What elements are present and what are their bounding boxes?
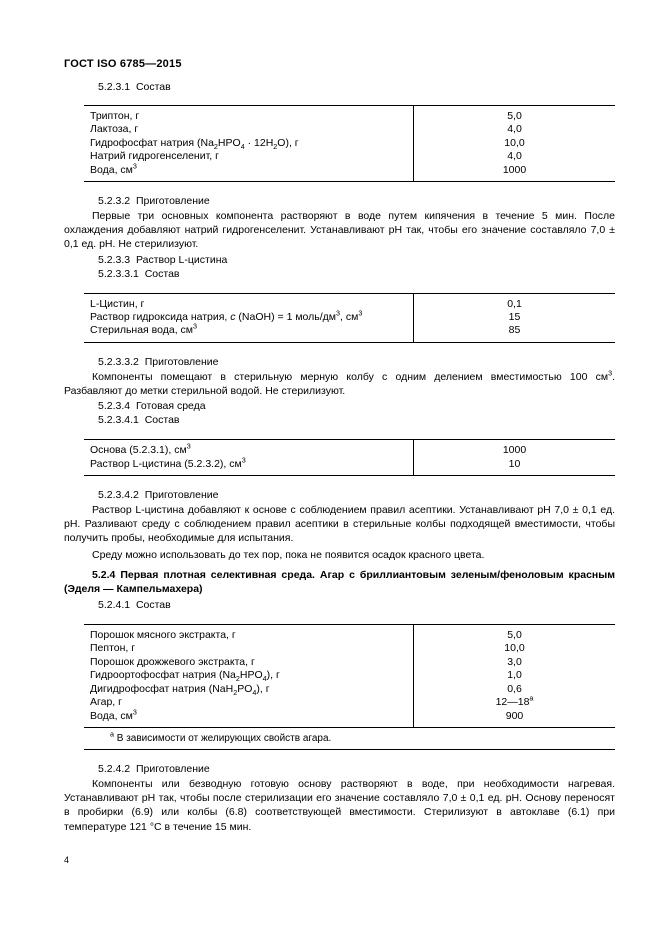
heading-5-2-4: 5.2.4 Первая плотная селективная среда. Агар с бриллиантовым зеленым/феноловым красным (Эделя — Кампельмахера) <box>64 568 615 596</box>
table-row: Дигидрофосфат натрия $(NaH_2PO_4)$, г <box>90 682 270 697</box>
table-row: Гидрофосфат натрия $(Na_2HPO_4 \cdot 12H_2O)$, г <box>90 136 299 151</box>
table-value: 0,1 <box>507 297 522 310</box>
table-row: Гидроортофосфат натрия $(Na_2HPO_4)$, г <box>90 669 280 684</box>
clause-5-2-3-4-1: 5.2.3.4.1 Состав <box>98 414 180 427</box>
page-content <box>64 0 615 834</box>
table-value: 900 <box>505 709 524 722</box>
paragraph-5-2-3-4-2-a: Раствор L-цистина добавляют к основе с соблюдением правил асептики. Устанавливают рН 7,0 ± 0,1 ед. рН. Разливают среду с соблюдением правил асептики в стерильные колбы подходящей вместимости, чтобы получить пробы, необходимые для испытания. <box>64 504 615 545</box>
table-value: 1,0 <box>507 669 522 682</box>
table-value: 1000 <box>502 444 527 457</box>
clause-5-2-3-3-2: 5.2.3.3.2 Приготовление <box>98 355 219 368</box>
table-row: Раствор гидроксида натрия, с (NaOH) = 1 моль/$дм^3$, $см^3$ <box>90 308 363 324</box>
table-value: 4,0 <box>507 123 522 136</box>
paragraph-5-2-4-2: Компоненты или безводную готовую основу растворяют в воде, при необходимости нагревая. Устанавливают рН так, чтобы после стерилизации его значение составляло 7,0 ± 0,1 ед. рН. Основу переносят в пробирки (6.9) или колбы (6.8) соответствующей вместимости. Стерилизуют в автоклаве (6.1) при температуре 121 °С в течение 15 мин. <box>64 777 615 833</box>
table-value: 10,0 <box>504 136 525 149</box>
table-values-column <box>414 625 615 727</box>
table-row: Натрий гидрогенселенит, г <box>90 150 219 163</box>
table-row: Агар, г <box>90 696 122 709</box>
table-row: Вода, $см^3$ <box>90 707 137 722</box>
clause-5-2-3-3-1: 5.2.3.3.1 Состав <box>98 267 180 280</box>
table-value-agar: $12—18^а$ <box>495 693 534 709</box>
table-value: 3,0 <box>507 655 522 668</box>
composition-table-5-2-3-1 <box>84 105 615 182</box>
table-values-column <box>414 106 615 181</box>
paragraph-5-2-3-3-2: Компоненты помещают в стерильную мерную колбу с одним делением вместимостью 100 $см^3$. Разбавляют до метки стерильной водой. Не стерилизуют. <box>64 368 615 398</box>
paragraph-5-2-3-2: Первые три основных компонента растворяют в воде путем кипячения в течение 5 мин. После охлаждения добавляют натрий гидрогенселенит. Устанавливают рН так, чтобы его значение составляло 7,0 ± 0,1 ед. рН. Не стерилизуют. <box>64 210 615 251</box>
table-row: Вода, $см^3$ <box>90 161 137 176</box>
table-value: 0,6 <box>507 682 522 695</box>
table-names-column <box>84 294 414 342</box>
table-names-column <box>84 625 414 727</box>
clause-5-2-3-2: 5.2.3.2 Приготовление <box>98 195 210 208</box>
table-names-column <box>84 106 414 181</box>
table-value: 15 <box>508 311 521 324</box>
table-values-column <box>414 294 615 342</box>
table-names-column <box>84 440 414 475</box>
page-number: 4 <box>64 855 70 865</box>
composition-table-5-2-3-3-1 <box>84 293 615 343</box>
table-value: 5,0 <box>507 629 522 642</box>
table-row: Триптон, г <box>90 110 140 122</box>
table-value: 85 <box>508 324 521 337</box>
table-row: Раствор L-цистина (5.2.3.2), $см^3$ <box>90 455 246 470</box>
table-row: Порошок мясного экстракта, г <box>90 629 236 642</box>
table-value: 1000 <box>502 163 527 176</box>
composition-table-5-2-3-4-1 <box>84 439 615 476</box>
standard-title: ГОСТ ISO 6785—2015 <box>64 58 182 70</box>
table-row: Пептон, г <box>90 642 136 655</box>
paragraph-5-2-3-4-2-b: Среду можно использовать до тех пор, пока не появится осадок красного цвета. <box>92 548 485 561</box>
table-row: Порошок дрожжевого экстракта, г <box>90 655 255 668</box>
table-value: 10 <box>508 457 521 470</box>
clause-5-2-3-1: 5.2.3.1 Состав <box>98 81 171 93</box>
table-values-column <box>414 440 615 475</box>
clause-5-2-3-4: 5.2.3.4 Готовая среда <box>98 400 206 413</box>
table-row: Основа (5.2.3.1), $см^3$ <box>90 441 191 457</box>
table-value: 10,0 <box>504 642 525 655</box>
clause-5-2-4-2: 5.2.4.2 Приготовление <box>98 762 210 775</box>
clause-5-2-3-4-2: 5.2.3.4.2 Приготовление <box>98 489 219 502</box>
table-value: 5,0 <box>507 110 522 122</box>
clause-5-2-3-3: 5.2.3.3 Раствор L-цистина <box>98 253 228 266</box>
table-row: L-Цистин, г <box>90 297 145 310</box>
table-row: Стерильная вода, $см^3$ <box>90 321 197 337</box>
clause-5-2-4-1: 5.2.4.1 Состав <box>98 599 171 612</box>
composition-table-5-2-4-1 <box>84 624 615 750</box>
table-value: 4,0 <box>507 150 522 163</box>
table-footnote: $^а$ В зависимости от желирующих свойств агара. <box>84 727 615 749</box>
table-row: Лактоза, г <box>90 123 139 136</box>
